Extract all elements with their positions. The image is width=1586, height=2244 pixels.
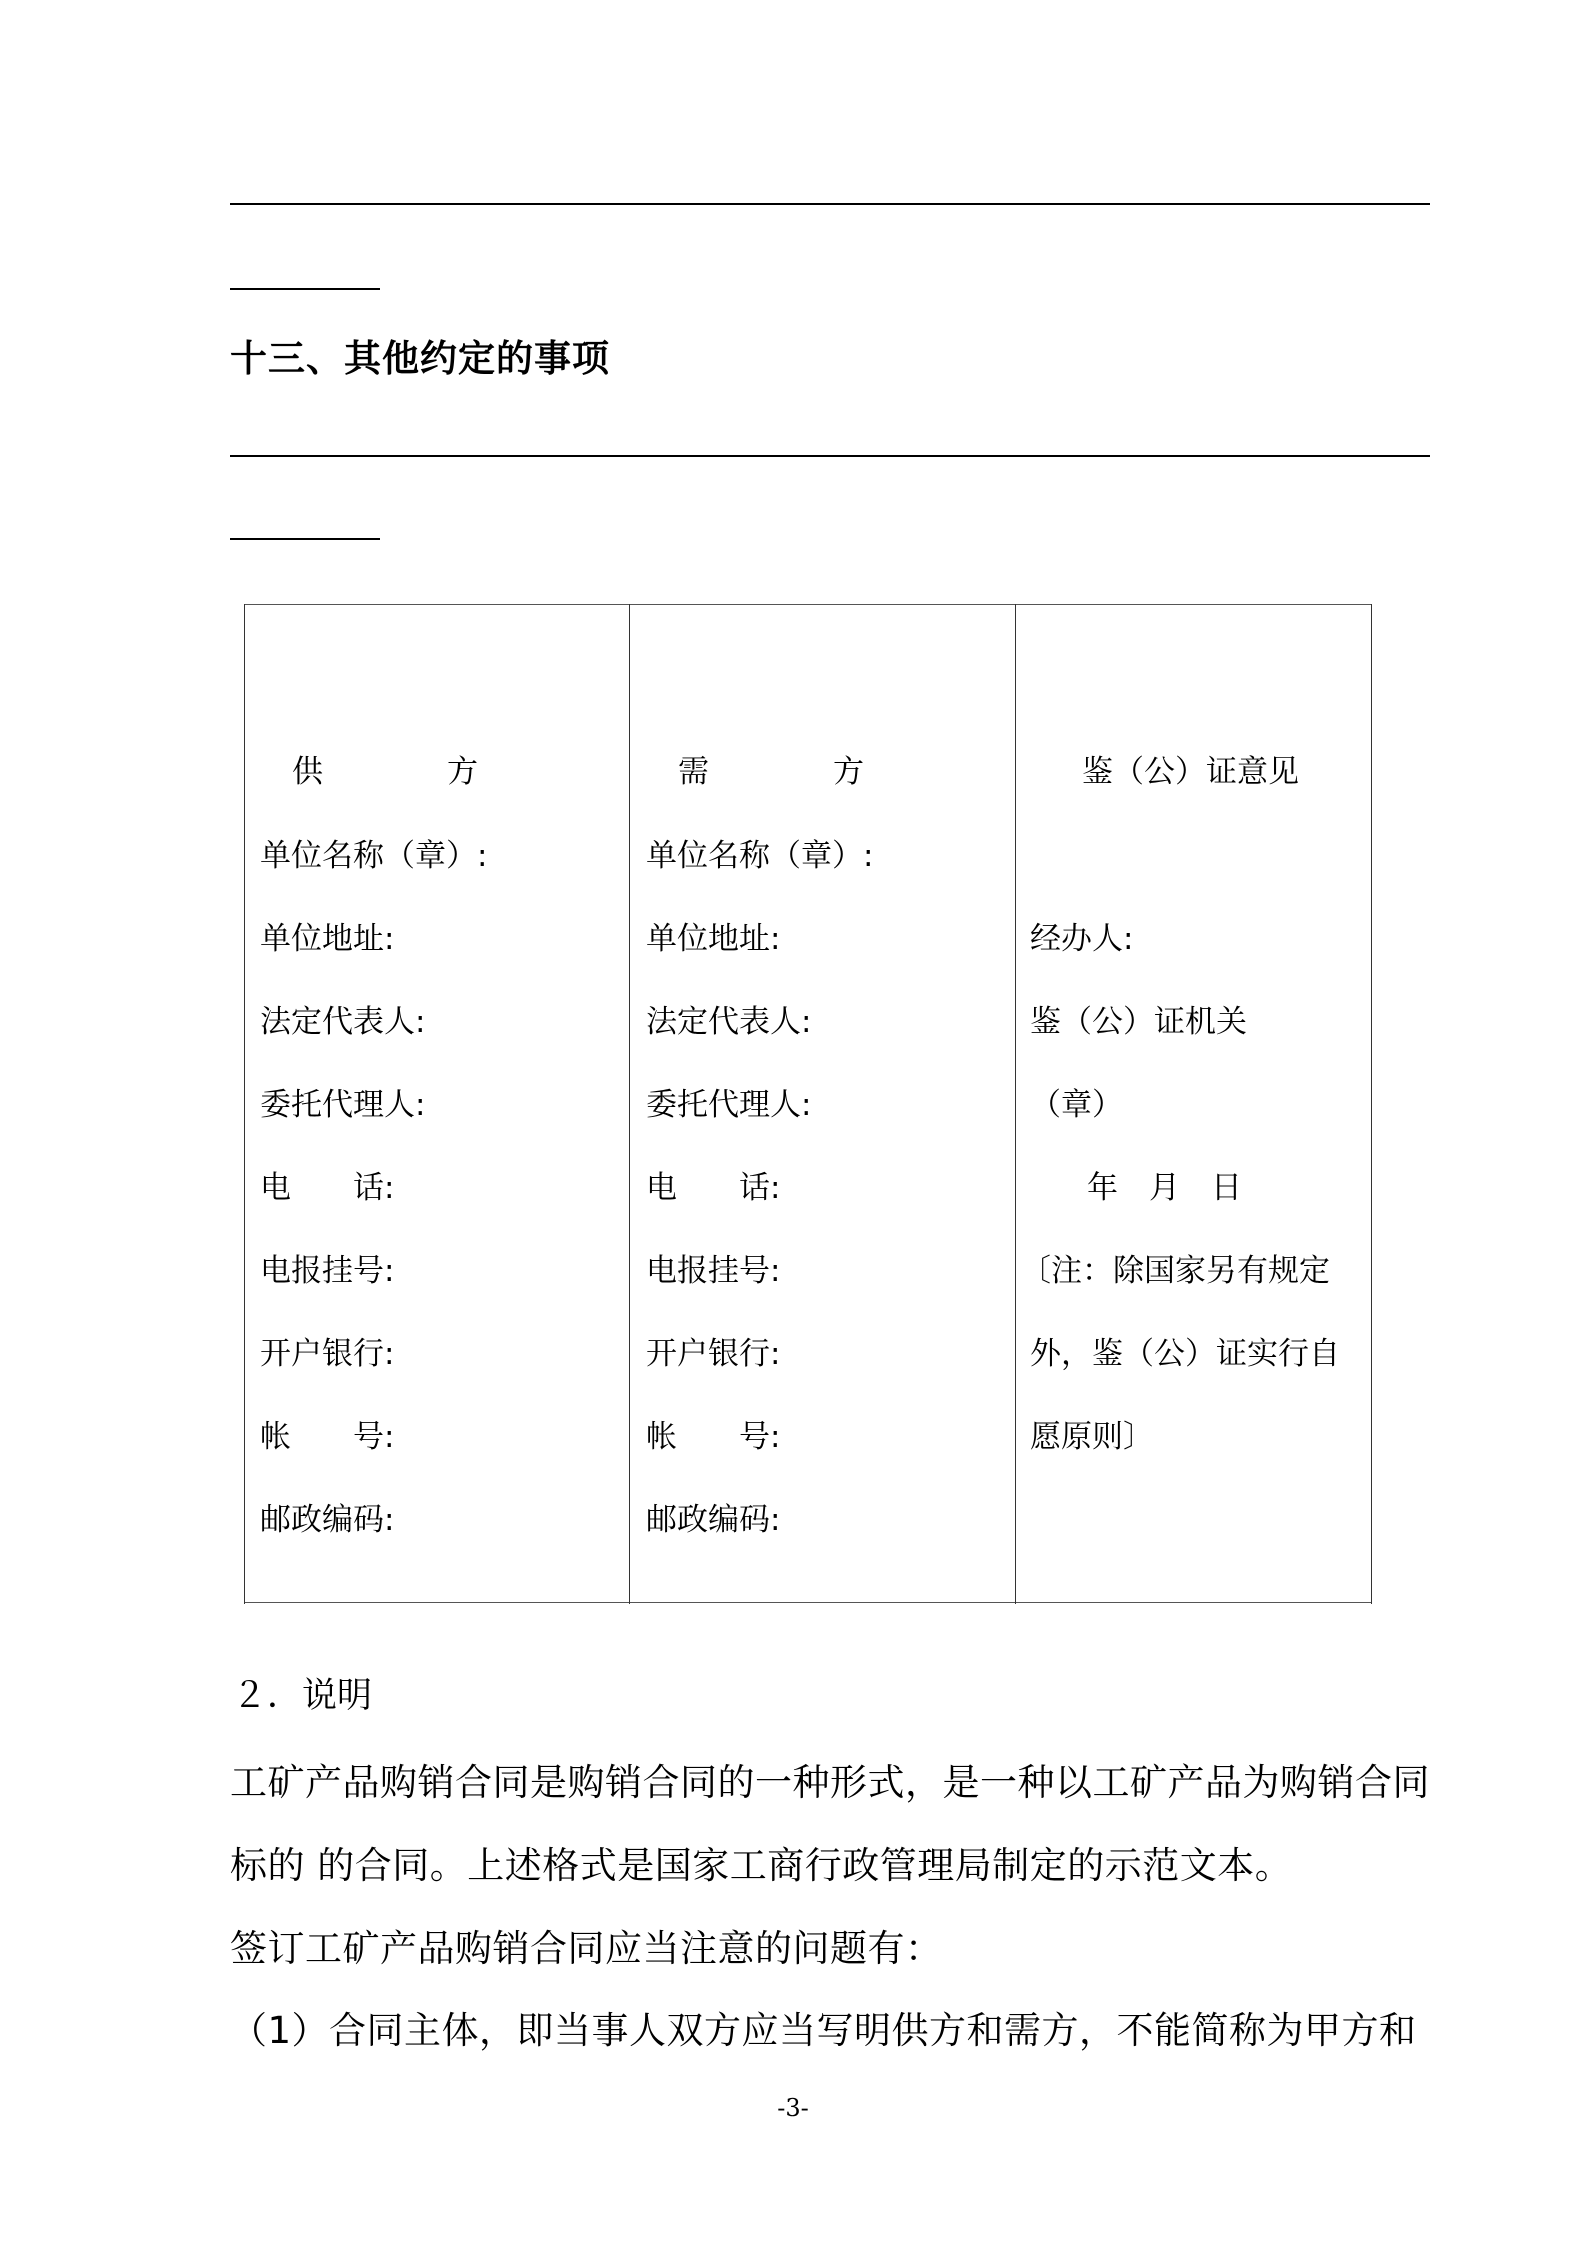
table-cell: 法定代表人: <box>260 1004 426 1040</box>
table-divider <box>244 604 245 1604</box>
notes-paragraph: 标的 的合同。上述格式是国家工商行政管理局制定的示范文本。 <box>230 1844 1293 1887</box>
table-cell: 单位名称（章）: <box>260 838 488 874</box>
supplier-column-header: 供 方 <box>292 754 478 790</box>
table-cell: （章） <box>1030 1087 1123 1123</box>
table-cell: 委托代理人: <box>646 1087 812 1123</box>
fill-in-line <box>230 203 1430 205</box>
signature-table <box>244 604 1372 1604</box>
table-cell: 开户银行: <box>260 1336 395 1372</box>
table-cell: 单位名称（章）: <box>646 838 874 874</box>
table-cell: 电 话: <box>260 1170 395 1206</box>
table-top-border <box>244 604 1372 605</box>
table-cell: 开户银行: <box>646 1336 781 1372</box>
table-cell: 经办人: <box>1030 921 1134 957</box>
table-divider <box>1371 604 1372 1604</box>
table-cell: 愿原则〕 <box>1030 1419 1154 1455</box>
table-bottom-border <box>244 1602 1372 1603</box>
notary-column-header: 鉴（公）证意见 <box>1082 754 1299 790</box>
table-cell: 年 月 日 <box>1056 1170 1242 1206</box>
fill-in-line <box>230 455 1430 457</box>
table-cell: 邮政编码: <box>646 1502 781 1538</box>
notes-paragraph: 签订工矿产品购销合同应当注意的问题有： <box>230 1927 943 1970</box>
table-cell: 电报挂号: <box>260 1253 395 1289</box>
notes-paragraph: 工矿产品购销合同是购销合同的一种形式，是一种以工矿产品为购销合同 <box>230 1761 1430 1804</box>
buyer-column-header: 需 方 <box>678 754 864 790</box>
table-divider <box>1015 604 1016 1604</box>
table-cell: 单位地址: <box>646 921 781 957</box>
table-divider <box>629 604 630 1604</box>
table-cell: 电报挂号: <box>646 1253 781 1289</box>
table-cell: 邮政编码: <box>260 1502 395 1538</box>
table-cell: 〔注：除国家另有规定 <box>1020 1253 1330 1289</box>
table-cell: 法定代表人: <box>646 1004 812 1040</box>
fill-in-line-short <box>230 538 380 540</box>
table-cell: 单位地址: <box>260 921 395 957</box>
section-heading: 十三、其他约定的事项 <box>230 337 610 380</box>
table-cell: 鉴（公）证机关 <box>1030 1004 1247 1040</box>
fill-in-line-short <box>230 288 380 290</box>
table-cell: 帐 号: <box>260 1419 395 1455</box>
page-number: -3- <box>777 2094 809 2122</box>
notes-paragraph: （1）合同主体，即当事人双方应当写明供方和需方，不能简称为甲方和 <box>230 2009 1417 2052</box>
table-cell: 帐 号: <box>646 1419 781 1455</box>
table-cell: 电 话: <box>646 1170 781 1206</box>
table-cell: 外，鉴（公）证实行自 <box>1030 1336 1340 1372</box>
notes-heading: ２．说明 <box>232 1676 373 1716</box>
table-cell: 委托代理人: <box>260 1087 426 1123</box>
